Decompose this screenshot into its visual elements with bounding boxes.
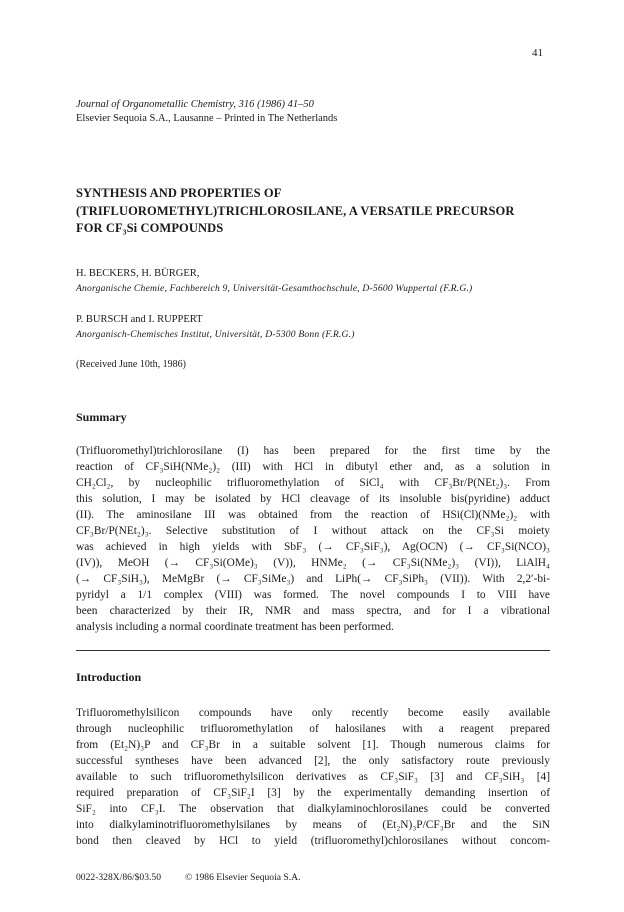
summary-line: CF₃Br/P(NEt₂)₃. Selective substitution of I without attack on the CF₃Si moiety xyxy=(76,525,550,537)
journal-citation xyxy=(76,98,337,126)
author-group-1 xyxy=(76,267,472,296)
introduction-line: from (Et₂N)₃P and CF₃Br in a suitable solvent [1]. Though numerous claims for xyxy=(76,739,550,751)
section-divider xyxy=(76,650,550,651)
author-group-2 xyxy=(76,313,355,342)
summary-line: (→ CF₃SiH₃), MeMgBr (→ CF₃SiMe₃) and LiPh(→ CF₃SiPh₃ (VII)). With 2,2′-bi- xyxy=(76,573,550,585)
title-line-2: (TRIFLUOROMETHYL)TRICHLOROSILANE, A VERSATILE PRECURSOR xyxy=(76,203,515,218)
introduction-line: required preparation of CF₃SiF₂I [3] by the experimentally demanding insertion of xyxy=(76,787,550,799)
summary-line: (II). The aminosilane III was obtained from the reaction of HSi(Cl)(NMe₂)₂ with xyxy=(76,509,550,521)
summary-line: pyridyl a 1/1 complex (VIII) was formed. The novel compounds I to VIII have xyxy=(76,589,550,601)
title-line-3: FOR CF₃Si COMPOUNDS xyxy=(76,221,224,235)
summary-line: CH₂Cl₂, by nucleophilic trifluoromethylation of SiCl₄ with CF₃Br/P(NEt₂)₃. From xyxy=(76,477,550,489)
author-affiliation: Anorganisch-Chemisches Institut, Universität, D-5300 Bonn (F.R.G.) xyxy=(76,328,355,340)
page-footer xyxy=(76,872,301,883)
title-line-1: SYNTHESIS AND PROPERTIES OF xyxy=(76,186,282,200)
summary-line: this solution, I may be isolated by HCl cleavage of its insoluble bis(pyridine) adduct xyxy=(76,493,550,505)
introduction-line: SiF₂ into CF₃I. The observation that dialkylaminochlorosilanes could be converted xyxy=(76,803,550,815)
summary-line: (IV)), MeOH (→ CF₃Si(OMe)₃ (V)), HNMe₂ (→ CF₃Si(NMe₂)₃ (VI)), LiAlH₄ xyxy=(76,557,550,569)
journal-line-1: Journal of Organometallic Chemistry, 316 (1986) 41–50 xyxy=(76,99,314,110)
introduction-line: Trifluoromethylsilicon compounds have only recently become easily available xyxy=(76,707,550,719)
introduction-line: available to such trifluoromethylsilicon derivatives as CF₃SiF₃ [3] and CF₃SiH₃ [4] xyxy=(76,771,550,783)
introduction-body xyxy=(76,705,550,849)
summary-line: was achieved in high yields with SbF₃ (→ CF₃SiF₃), Ag(OCN) (→ CF₃Si(NCO)₃ xyxy=(76,541,550,553)
introduction-line: into dialkylaminotrifluoromethylsilanes by means of (Et₂N)₃P/CF₃Br and the SiN xyxy=(76,819,550,831)
summary-line: (Trifluoromethyl)trichlorosilane (I) has been prepared for the first time by the xyxy=(76,445,550,457)
summary-line: reaction of CF₃SiH(NMe₂)₂ (III) with HCl in dibutyl ether and, as a solution in xyxy=(76,461,550,473)
article-code: 0022-328X/86/$03.50 xyxy=(76,872,162,883)
introduction-line: successful syntheses have been advanced [2], the only satisfactory route previously xyxy=(76,755,550,767)
introduction-line: bond then cleaved by HCl to yield (trifluoromethyl)chlorosilanes without concom- xyxy=(76,835,550,847)
introduction-heading: Introduction xyxy=(76,670,142,684)
summary-line: analysis including a normal coordinate treatment has been performed. xyxy=(76,621,394,633)
paper-title xyxy=(76,185,556,238)
copyright-notice: © 1986 Elsevier Sequoia S.A. xyxy=(185,872,301,883)
author-names: P. BURSCH and I. RUPPERT xyxy=(76,314,203,325)
summary-body xyxy=(76,443,550,635)
summary-heading: Summary xyxy=(76,410,127,424)
author-names: H. BECKERS, H. BÜRGER, xyxy=(76,268,200,279)
author-affiliation: Anorganische Chemie, Fachbereich 9, Universität-Gesamthochschule, D-5600 Wuppertal (F.R.G.) xyxy=(76,282,473,294)
journal-line-2: Elsevier Sequoia S.A., Lausanne – Printed in The Netherlands xyxy=(76,113,338,124)
received-date: (Received June 10th, 1986) xyxy=(76,359,186,370)
introduction-line: through nucleophilic trifluoromethylation of halosilanes with a reagent prepared xyxy=(76,723,550,735)
page-number: 41 xyxy=(532,47,543,59)
summary-line: been characterized by their IR, NMR and mass spectra, and for I a vibrational xyxy=(76,605,550,617)
